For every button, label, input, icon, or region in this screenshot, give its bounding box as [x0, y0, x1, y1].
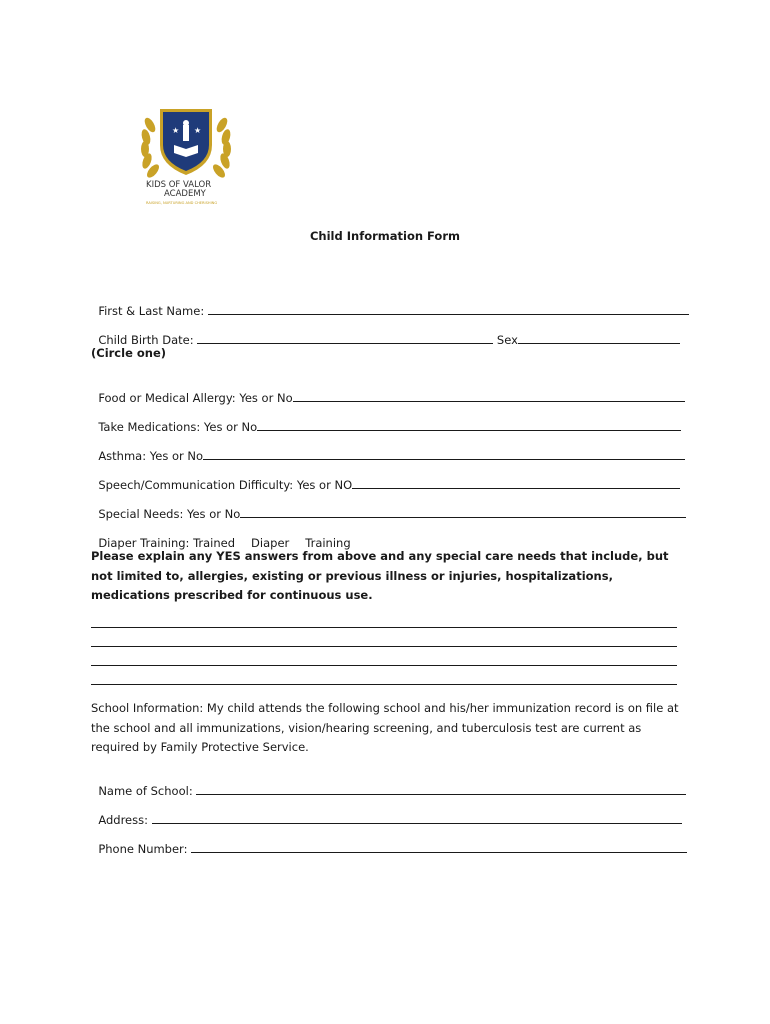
svg-text:RAISING, NURTURING AND CHERISH: RAISING, NURTURING AND CHERISHING	[146, 201, 218, 205]
phone-row	[91, 825, 687, 857]
diaper-option-2[interactable]: Training	[305, 536, 351, 550]
explain-line-3[interactable]	[91, 665, 677, 666]
asthma-label: Asthma: Yes or No	[98, 449, 204, 463]
asthma-field[interactable]	[203, 448, 685, 460]
sex-field[interactable]	[518, 332, 680, 344]
allergy-field[interactable]	[293, 390, 685, 402]
address-field[interactable]	[152, 812, 682, 824]
birth-sex-row	[91, 316, 680, 348]
svg-text:★: ★	[172, 126, 180, 135]
school-info-text: School Information: My child attends the following school and his/her immunization record is on file at the school and all immunizations, vision/hearing screening, and tuberculosis test are current as required by Family Protective Service.	[91, 701, 679, 754]
svg-text:KIDS OF VALOR: KIDS OF VALOR	[146, 180, 212, 190]
speech-row	[91, 461, 680, 493]
laurel-left-icon	[140, 116, 161, 180]
allergy-row	[91, 374, 685, 406]
name-field[interactable]	[208, 303, 689, 315]
medications-field[interactable]	[257, 419, 681, 431]
phone-field[interactable]	[191, 841, 687, 853]
school-name-field[interactable]	[196, 783, 686, 795]
sex-label: Sex	[496, 333, 518, 347]
address-label: Address:	[98, 813, 152, 827]
explain-line-2[interactable]	[91, 646, 677, 647]
svg-text:ACADEMY: ACADEMY	[164, 189, 206, 199]
special-needs-label: Special Needs: Yes or No	[98, 507, 241, 521]
birth-label: Child Birth Date:	[98, 333, 198, 347]
diaper-option-1[interactable]: Diaper	[251, 536, 290, 550]
explain-line-1[interactable]	[91, 627, 677, 628]
diaper-label: Diaper Training: Trained	[98, 536, 236, 550]
special-needs-field[interactable]	[240, 506, 686, 518]
birth-field[interactable]	[197, 332, 493, 344]
circle-one-note: (Circle one)	[91, 346, 167, 360]
asthma-row	[91, 432, 685, 464]
svg-text:★: ★	[194, 126, 202, 135]
name-label: First & Last Name:	[98, 304, 208, 318]
form-title: Child Information Form	[309, 229, 460, 243]
school-name-row	[91, 767, 686, 799]
speech-field[interactable]	[352, 477, 680, 489]
explain-line-4[interactable]	[91, 684, 677, 685]
speech-label: Speech/Communication Difficulty: Yes or NO	[98, 478, 353, 492]
academy-logo	[136, 103, 240, 207]
allergy-label: Food or Medical Allergy: Yes or No	[98, 391, 293, 405]
medications-label: Take Medications: Yes or No	[98, 420, 258, 434]
address-row	[91, 796, 682, 828]
name-row	[91, 287, 689, 319]
school-name-label: Name of School:	[98, 784, 197, 798]
special-needs-row	[91, 490, 686, 522]
medications-row	[91, 403, 681, 435]
laurel-right-icon	[211, 116, 232, 180]
explain-instructions: Please explain any YES answers from above and any special care needs that include, but not limited to, allergies, existing or previous illness or injuries, hospitalizations, medications prescribed for continuous use.	[91, 549, 669, 602]
phone-label: Phone Number:	[98, 842, 192, 856]
